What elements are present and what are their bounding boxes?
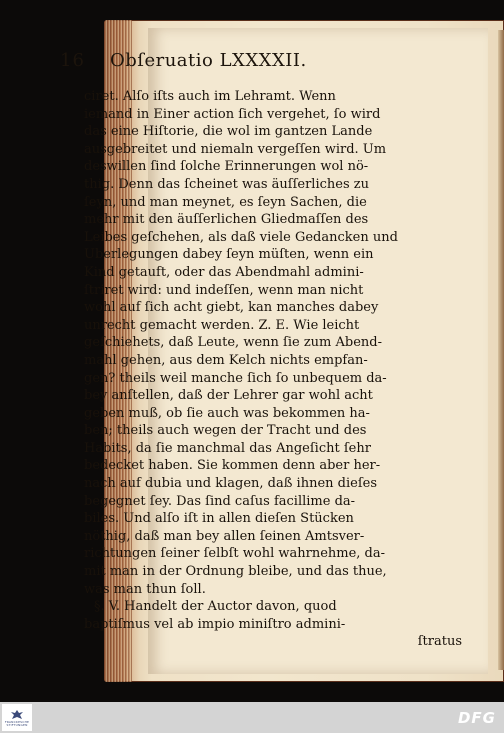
running-head: Obſeruatio LXXXXII.: [110, 50, 307, 71]
page-edges-right: [498, 30, 504, 670]
viewer-footer-bar: [0, 702, 504, 733]
eagle-logo-icon: [10, 709, 24, 721]
text-line: thig. Denn das ſcheinet was äuſſerliches zu: [84, 176, 369, 192]
text-line: ben; theils auch wegen der Tracht und des: [84, 423, 367, 439]
logo-text-line-2: STIFTUNGEN: [6, 722, 28, 727]
text-line: unrecht gemacht werden. Z. E. Wie leicht: [84, 317, 360, 333]
text-line: ciret. Alſo iſts auch im Lehramt. Wenn: [84, 89, 336, 104]
text-line: was man thun ſoll.: [84, 581, 206, 597]
text-line: Kind getauft, oder das Abendmahl admini-: [84, 264, 364, 280]
text-line: bedecket haben. Sie kommen denn aber her-: [84, 458, 381, 474]
text-line: ſtriret wird: und indeſſen, wenn man nicht: [84, 282, 364, 298]
text-line: deswillen ſind ſolche Erinnerungen wol nö-: [84, 159, 369, 175]
text-line: richtungen ſeiner ſelbſt wohl wahrnehme, da-: [84, 546, 386, 562]
text-line: baptiſmus vel ab impio miniſtro admini-: [84, 616, 346, 632]
text-line: ausgebreitet und niemaln vergeſſen wird. Um: [84, 141, 387, 157]
text-line: geſchiehets, daß Leute, wenn ſie zum Abend-: [84, 335, 382, 351]
text-line: nach auf dubia und klagen, daß ihnen dieſes: [84, 476, 378, 492]
text-line: das eine Hiſtorie, die wol im gantzen Lande: [84, 124, 373, 140]
text-line: wohl auf ſich acht giebt, kan manches dabey: [84, 300, 379, 316]
dfg-logo: DFG: [457, 709, 496, 727]
catchword: ſtratus: [417, 634, 462, 650]
page-number: 16: [60, 50, 85, 71]
text-line: ſeyn, und man meynet, es ſeyn Sachen, die: [84, 194, 367, 210]
text-line: Leibes geſchehen, als daß viele Gedancken und: [84, 229, 398, 245]
text-line: Uberlegungen dabey ſeyn müſten, wenn ein: [84, 247, 374, 263]
text-line: iemand in Einer action ſich vergehet, ſo wird: [84, 106, 381, 122]
text-line: biles. Und alſo iſt in allen dieſen Stücken: [84, 511, 354, 527]
text-line: geben muß, ob ſie auch was bekommen ha-: [84, 405, 370, 421]
page-header: [60, 50, 430, 78]
institution-logo: [2, 704, 32, 731]
body-text: [84, 88, 474, 651]
logo-text-line-1: FRANCKESCHE: [4, 719, 30, 724]
text-line: Habits, da ſie manchmal das Angeſicht ſehr: [84, 440, 371, 456]
text-line: mit man in der Ordnung bleibe, und das thue,: [84, 564, 387, 580]
text-line: gen? theils weil manche ſich ſo unbequem da-: [84, 370, 387, 386]
text-line: mahl gehen, aus dem Kelch nichts empfan-: [84, 352, 368, 368]
text-line: nöthig, daß man bey allen ſeinen Amtsver-: [84, 528, 365, 544]
text-line: begegnet ſey. Das ſind caſus facillime da-: [84, 493, 356, 509]
section-heading-line: §. V. Handelt der Auctor davon, quod: [94, 599, 337, 615]
text-line: mehr mit den äuſſerlichen Gliedmaſſen des: [84, 212, 369, 228]
text-line: bey anſtellen, daß der Lehrer gar wohl acht: [84, 388, 373, 404]
